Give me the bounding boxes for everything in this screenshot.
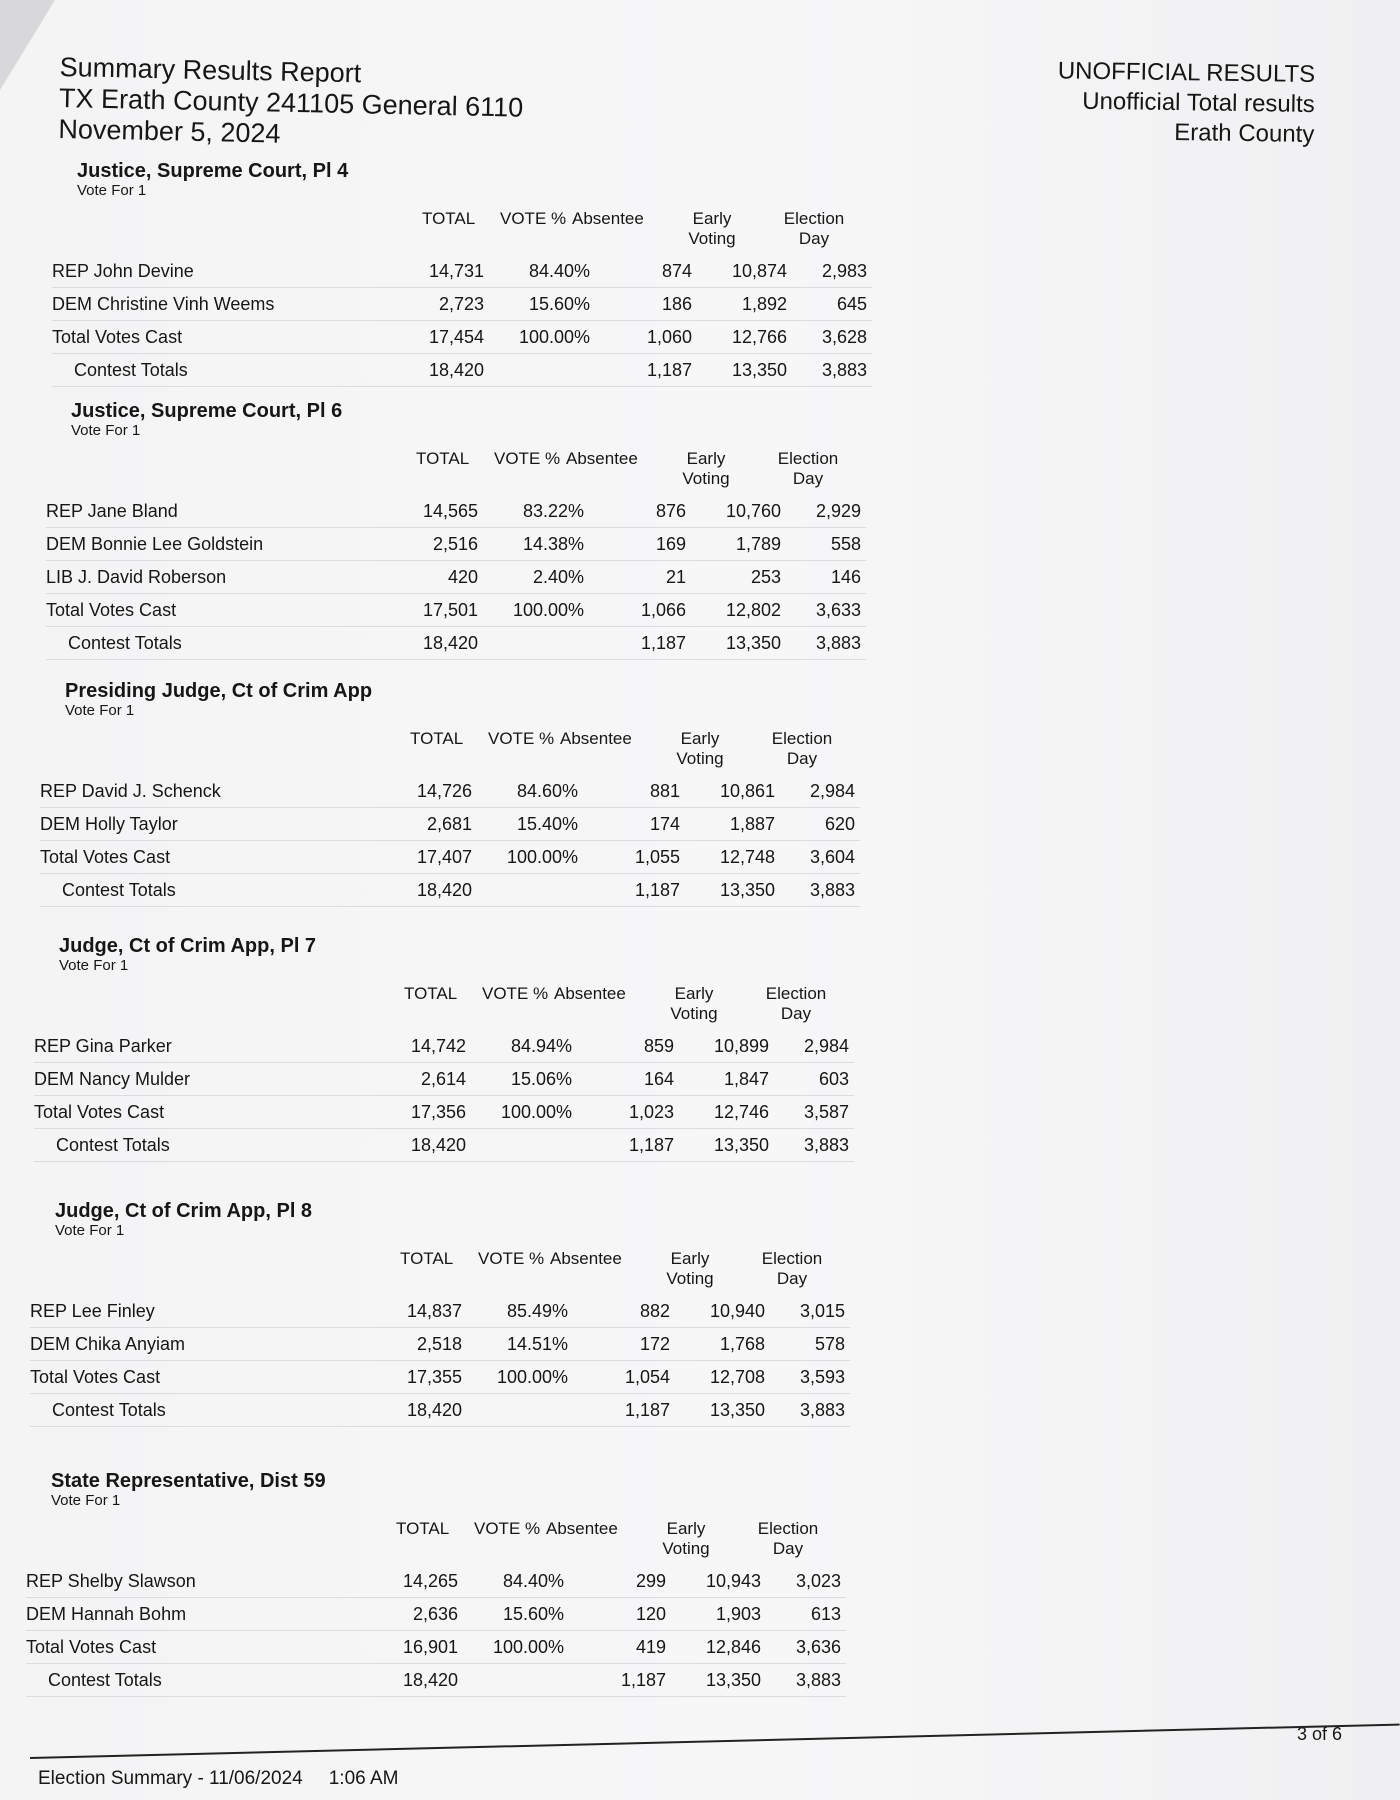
column-headers — [30, 1249, 850, 1295]
total-votes: 14,837 — [406, 1301, 462, 1321]
vote-percent: 14.51% — [506, 1334, 568, 1354]
report-status-block — [1056, 56, 1315, 150]
total-votes: 17,454 — [428, 327, 484, 347]
absentee-votes: 1,060 — [646, 327, 692, 347]
candidate-name: DEM Chika Anyiam — [30, 1334, 186, 1354]
header-early-voting: Early Voting — [676, 729, 724, 768]
candidate-name: Contest Totals — [52, 1400, 166, 1420]
candidate-name: Total Votes Cast — [40, 847, 171, 867]
candidate-name: Total Votes Cast — [26, 1637, 157, 1657]
header-vote-percent: VOTE % — [482, 984, 549, 1003]
result-row — [26, 1598, 846, 1631]
header-total: TOTAL — [400, 1249, 454, 1268]
absentee-votes: 186 — [661, 294, 692, 314]
candidate-name: Contest Totals — [48, 1670, 162, 1690]
vote-percent: 14.38% — [522, 534, 584, 554]
early-voting-votes: 12,766 — [731, 327, 787, 347]
election-day-votes: 3,883 — [821, 360, 867, 380]
vote-percent: 84.94% — [510, 1036, 572, 1056]
vote-for-label: Vote For 1 — [51, 1492, 121, 1509]
header-absentee: Absentee — [560, 729, 632, 748]
election-day-votes: 3,883 — [809, 880, 855, 900]
absentee-votes: 1,187 — [624, 1400, 670, 1420]
footer-divider — [30, 1724, 1400, 1759]
header-absentee: Absentee — [566, 449, 638, 468]
column-headers — [52, 209, 872, 255]
early-voting-votes: 13,350 — [705, 1670, 761, 1690]
vote-percent: 2.40% — [532, 567, 584, 587]
absentee-votes: 120 — [635, 1604, 666, 1624]
result-row — [52, 255, 872, 288]
early-voting-votes: 13,350 — [719, 880, 775, 900]
county-name: Erath County — [1173, 119, 1315, 148]
absentee-votes: 1,023 — [628, 1102, 674, 1122]
absentee-votes: 876 — [655, 501, 686, 521]
total-votes: 2,516 — [432, 534, 478, 554]
footer-time: 1:06 AM — [328, 1768, 399, 1789]
header-election-day: Election Day — [771, 729, 833, 768]
early-voting-votes: 12,846 — [705, 1637, 761, 1657]
early-voting-votes: 10,940 — [709, 1301, 765, 1321]
result-row — [34, 1129, 854, 1162]
vote-percent: 15.06% — [510, 1069, 572, 1089]
vote-for-label: Vote For 1 — [59, 957, 129, 974]
header-absentee: Absentee — [550, 1249, 622, 1268]
header-election-day: Election Day — [783, 209, 845, 248]
absentee-votes: 21 — [665, 567, 686, 587]
vote-for-label: Vote For 1 — [71, 422, 141, 439]
candidate-name: REP John Devine — [52, 261, 194, 281]
total-votes: 420 — [447, 567, 478, 587]
vote-percent: 85.49% — [506, 1301, 568, 1321]
contest-block — [30, 1200, 850, 1427]
header-vote-percent: VOTE % — [478, 1249, 545, 1268]
absentee-votes: 1,187 — [640, 633, 686, 653]
vote-percent: 100.00% — [518, 327, 590, 347]
election-day-votes: 3,604 — [809, 847, 855, 867]
column-headers — [26, 1519, 846, 1565]
absentee-votes: 859 — [643, 1036, 674, 1056]
column-headers — [40, 729, 860, 775]
candidate-name: DEM Bonnie Lee Goldstein — [46, 534, 264, 554]
result-row — [26, 1664, 846, 1697]
contest-title: Presiding Judge, Ct of Crim App — [65, 680, 373, 702]
early-voting-votes: 13,350 — [731, 360, 787, 380]
contest-block — [46, 400, 866, 660]
total-votes: 18,420 — [406, 1400, 462, 1420]
header-election-day: Election Day — [761, 1249, 823, 1288]
vote-percent: 100.00% — [512, 600, 584, 620]
total-votes: 14,726 — [416, 781, 472, 801]
early-voting-votes: 13,350 — [713, 1135, 769, 1155]
absentee-votes: 174 — [649, 814, 680, 834]
total-votes: 2,636 — [412, 1604, 458, 1624]
result-row — [46, 495, 866, 528]
election-day-votes: 2,984 — [803, 1036, 849, 1056]
vote-percent: 84.40% — [502, 1571, 564, 1591]
header-total: TOTAL — [410, 729, 464, 748]
header-absentee: Absentee — [572, 209, 644, 228]
header-early-voting: Early Voting — [688, 209, 736, 248]
election-day-votes: 578 — [814, 1334, 845, 1354]
absentee-votes: 169 — [655, 534, 686, 554]
result-row — [46, 594, 866, 627]
early-voting-votes: 12,748 — [719, 847, 775, 867]
candidate-name: REP Jane Bland — [46, 501, 178, 521]
early-voting-votes: 1,847 — [723, 1069, 769, 1089]
header-vote-percent: VOTE % — [488, 729, 555, 748]
candidate-name: Total Votes Cast — [46, 600, 177, 620]
footer — [38, 1768, 398, 1790]
report-header — [58, 52, 524, 155]
total-votes: 14,565 — [422, 501, 478, 521]
election-day-votes: 3,883 — [795, 1670, 841, 1690]
vote-for-label: Vote For 1 — [77, 182, 147, 199]
header-vote-percent: VOTE % — [500, 209, 567, 228]
candidate-name: Contest Totals — [56, 1135, 170, 1155]
total-votes: 17,355 — [406, 1367, 462, 1387]
election-day-votes: 3,015 — [799, 1301, 845, 1321]
candidate-name: REP Lee Finley — [30, 1301, 155, 1321]
election-day-votes: 3,883 — [815, 633, 861, 653]
column-headers — [46, 449, 866, 495]
vote-percent: 84.40% — [528, 261, 590, 281]
result-row — [46, 528, 866, 561]
election-day-votes: 3,587 — [803, 1102, 849, 1122]
result-row — [26, 1565, 846, 1598]
vote-for-label: Vote For 1 — [55, 1222, 125, 1239]
header-election-day: Election Day — [765, 984, 827, 1023]
header-absentee: Absentee — [546, 1519, 618, 1538]
early-voting-votes: 10,943 — [705, 1571, 761, 1591]
election-day-votes: 2,929 — [815, 501, 861, 521]
early-voting-votes: 1,903 — [715, 1604, 761, 1624]
result-row — [30, 1361, 850, 1394]
election-day-votes: 3,636 — [795, 1637, 841, 1657]
column-headers — [34, 984, 854, 1030]
election-day-votes: 3,633 — [815, 600, 861, 620]
result-row — [34, 1030, 854, 1063]
header-early-voting: Early Voting — [662, 1519, 710, 1558]
result-row — [52, 288, 872, 321]
total-votes: 14,731 — [428, 261, 484, 281]
header-vote-percent: VOTE % — [494, 449, 561, 468]
vote-percent: 83.22% — [522, 501, 584, 521]
page-number: 3 of 6 — [1296, 1724, 1342, 1744]
result-row — [34, 1063, 854, 1096]
result-row — [52, 321, 872, 354]
candidate-name: Contest Totals — [68, 633, 182, 653]
total-votes: 18,420 — [428, 360, 484, 380]
vote-percent: 15.60% — [502, 1604, 564, 1624]
total-votes: 14,265 — [402, 1571, 458, 1591]
contest-title: Judge, Ct of Crim App, Pl 7 — [59, 935, 317, 957]
vote-percent: 100.00% — [492, 1637, 564, 1657]
election-day-votes: 3,023 — [795, 1571, 841, 1591]
vote-percent: 15.60% — [528, 294, 590, 314]
election-day-votes: 558 — [830, 534, 861, 554]
early-voting-votes: 1,768 — [719, 1334, 765, 1354]
contest-title: Justice, Supreme Court, Pl 4 — [77, 160, 349, 182]
early-voting-votes: 12,708 — [709, 1367, 765, 1387]
election-day-votes: 603 — [818, 1069, 849, 1089]
candidate-name: Total Votes Cast — [34, 1102, 165, 1122]
total-votes: 18,420 — [410, 1135, 466, 1155]
total-votes: 18,420 — [422, 633, 478, 653]
early-voting-votes: 253 — [750, 567, 781, 587]
early-voting-votes: 10,760 — [725, 501, 781, 521]
vote-percent: 15.40% — [516, 814, 578, 834]
total-votes: 16,901 — [402, 1637, 458, 1657]
result-row — [30, 1394, 850, 1427]
absentee-votes: 1,055 — [634, 847, 680, 867]
election-day-votes: 3,628 — [821, 327, 867, 347]
header-early-voting: Early Voting — [670, 984, 718, 1023]
candidate-name: DEM Christine Vinh Weems — [52, 294, 275, 314]
header-total: TOTAL — [404, 984, 458, 1003]
election-day-votes: 146 — [830, 567, 861, 587]
candidate-name: Contest Totals — [62, 880, 176, 900]
report-title: Summary Results Report — [59, 52, 362, 89]
page-corner-fold — [0, 0, 55, 90]
result-row — [30, 1295, 850, 1328]
result-row — [34, 1096, 854, 1129]
vote-percent: 100.00% — [500, 1102, 572, 1122]
early-voting-votes: 10,861 — [719, 781, 775, 801]
result-row — [40, 874, 860, 907]
contest-block — [26, 1470, 846, 1697]
absentee-votes: 1,054 — [624, 1367, 670, 1387]
result-row — [46, 627, 866, 660]
absentee-votes: 1,066 — [640, 600, 686, 620]
total-votes: 17,356 — [410, 1102, 466, 1122]
total-votes: 2,681 — [426, 814, 472, 834]
total-votes: 2,614 — [420, 1069, 466, 1089]
candidate-name: Total Votes Cast — [52, 327, 183, 347]
election-day-votes: 2,983 — [821, 261, 867, 281]
total-votes: 14,742 — [410, 1036, 466, 1056]
contest-block — [52, 160, 872, 387]
total-votes: 2,518 — [416, 1334, 462, 1354]
contest-title: Justice, Supreme Court, Pl 6 — [71, 400, 343, 422]
early-voting-votes: 12,746 — [713, 1102, 769, 1122]
candidate-name: DEM Hannah Bohm — [26, 1604, 187, 1624]
result-row — [30, 1328, 850, 1361]
early-voting-votes: 1,892 — [741, 294, 787, 314]
candidate-name: REP David J. Schenck — [40, 781, 221, 801]
absentee-votes: 419 — [635, 1637, 666, 1657]
early-voting-votes: 12,802 — [725, 600, 781, 620]
result-row — [40, 775, 860, 808]
candidate-name: REP Gina Parker — [34, 1036, 172, 1056]
absentee-votes: 1,187 — [620, 1670, 666, 1690]
absentee-votes: 299 — [635, 1571, 666, 1591]
early-voting-votes: 13,350 — [709, 1400, 765, 1420]
candidate-name: DEM Holly Taylor — [40, 814, 178, 834]
election-name: TX Erath County 241105 General 6110 — [58, 82, 524, 123]
candidate-name: LIB J. David Roberson — [46, 567, 227, 587]
header-total: TOTAL — [416, 449, 470, 468]
election-day-votes: 2,984 — [809, 781, 855, 801]
early-voting-votes: 1,789 — [735, 534, 781, 554]
early-voting-votes: 10,874 — [731, 261, 787, 281]
candidate-name: Contest Totals — [74, 360, 188, 380]
early-voting-votes: 10,899 — [713, 1036, 769, 1056]
header-absentee: Absentee — [554, 984, 626, 1003]
absentee-votes: 164 — [643, 1069, 674, 1089]
absentee-votes: 172 — [639, 1334, 670, 1354]
header-total: TOTAL — [422, 209, 476, 228]
candidate-name: REP Shelby Slawson — [26, 1571, 196, 1591]
absentee-votes: 1,187 — [634, 880, 680, 900]
election-day-votes: 613 — [810, 1604, 841, 1624]
result-row — [46, 561, 866, 594]
results-status: UNOFFICIAL RESULTS — [1057, 57, 1315, 88]
early-voting-votes: 1,887 — [729, 814, 775, 834]
header-early-voting: Early Voting — [682, 449, 730, 488]
absentee-votes: 881 — [649, 781, 680, 801]
results-subtitle: Unofficial Total results — [1081, 87, 1315, 118]
header-total: TOTAL — [396, 1519, 450, 1538]
result-row — [52, 354, 872, 387]
absentee-votes: 874 — [661, 261, 692, 281]
header-election-day: Election Day — [757, 1519, 819, 1558]
total-votes: 18,420 — [402, 1670, 458, 1690]
absentee-votes: 882 — [639, 1301, 670, 1321]
vote-percent: 100.00% — [506, 847, 578, 867]
candidate-name: DEM Nancy Mulder — [34, 1069, 191, 1089]
total-votes: 17,501 — [422, 600, 478, 620]
election-day-votes: 620 — [824, 814, 855, 834]
header-election-day: Election Day — [777, 449, 839, 488]
election-day-votes: 3,883 — [799, 1400, 845, 1420]
election-day-votes: 645 — [836, 294, 867, 314]
header-vote-percent: VOTE % — [474, 1519, 541, 1538]
footer-label: Election Summary - 11/06/2024 — [38, 1768, 303, 1789]
absentee-votes: 1,187 — [628, 1135, 674, 1155]
header-early-voting: Early Voting — [666, 1249, 714, 1288]
vote-percent: 100.00% — [496, 1367, 568, 1387]
absentee-votes: 1,187 — [646, 360, 692, 380]
result-row — [26, 1631, 846, 1664]
contest-title: Judge, Ct of Crim App, Pl 8 — [55, 1200, 313, 1222]
vote-for-label: Vote For 1 — [65, 702, 135, 719]
vote-percent: 84.60% — [516, 781, 578, 801]
contest-block — [34, 935, 854, 1162]
early-voting-votes: 13,350 — [725, 633, 781, 653]
candidate-name: Total Votes Cast — [30, 1367, 161, 1387]
result-row — [40, 841, 860, 874]
total-votes: 2,723 — [438, 294, 484, 314]
election-date: November 5, 2024 — [58, 113, 281, 149]
total-votes: 18,420 — [416, 880, 472, 900]
election-day-votes: 3,593 — [799, 1367, 845, 1387]
contest-title: State Representative, Dist 59 — [51, 1470, 326, 1492]
election-day-votes: 3,883 — [803, 1135, 849, 1155]
total-votes: 17,407 — [416, 847, 472, 867]
result-row — [40, 808, 860, 841]
contest-block — [40, 680, 860, 907]
